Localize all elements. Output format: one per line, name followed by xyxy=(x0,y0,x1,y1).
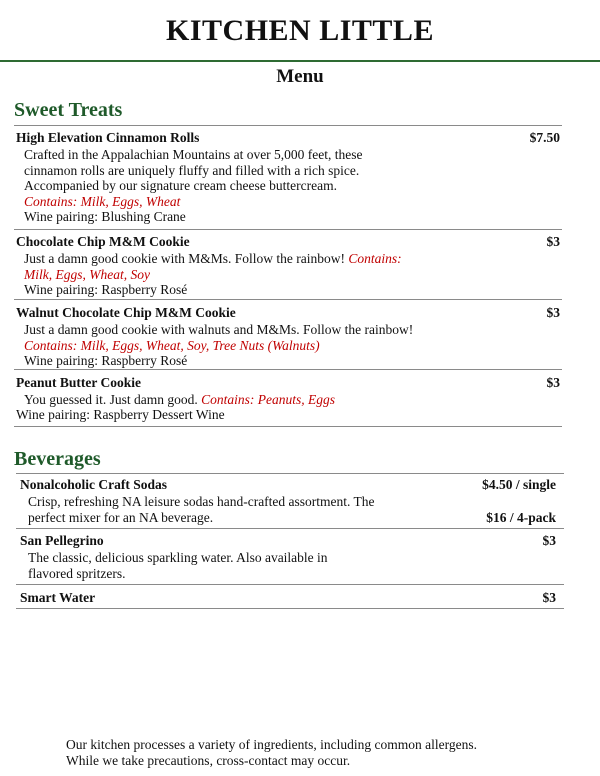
section-divider xyxy=(16,473,564,474)
menu-item-name: Chocolate Chip M&M Cookie xyxy=(16,234,190,249)
allergen-note: Contains: Peanuts, Eggs xyxy=(201,392,336,407)
menu-item-price: $3 xyxy=(546,375,560,390)
menu-item-name: Walnut Chocolate Chip M&M Cookie xyxy=(16,305,236,320)
menu-item-price: $3 xyxy=(546,305,560,320)
wine-pairing: Wine pairing: Blushing Crane xyxy=(24,209,186,224)
title-divider xyxy=(0,60,600,62)
allergen-note: Milk, Eggs, Wheat, Soy xyxy=(24,266,150,282)
menu-item-description: Just a damn good cookie with M&Ms. Follow the rainbow! Contains: Milk, Eggs, Wheat, Soy Wine pairing: Raspberry Rosé xyxy=(24,251,402,297)
wine-pairing: Wine pairing: Raspberry Rosé xyxy=(24,353,188,368)
item-divider xyxy=(14,229,562,230)
item-divider xyxy=(14,426,562,427)
allergen-note: Contains: Milk, Eggs, Wheat xyxy=(24,193,181,209)
section-divider xyxy=(14,125,562,126)
wine-pairing: Wine pairing: Raspberry Dessert Wine xyxy=(16,407,225,422)
section-heading-beverages: Beverages xyxy=(14,448,101,470)
item-divider xyxy=(16,608,564,609)
page-title: KITCHEN LITTLE xyxy=(166,14,434,47)
menu-item-price: $3 xyxy=(542,533,556,548)
menu-item-description: The classic, delicious sparkling water. Also available in flavored spritzers. xyxy=(28,550,328,581)
menu-item-price: $3 xyxy=(546,234,560,249)
allergen-disclaimer: Our kitchen processes a variety of ingredients, including common allergens. While we take precautions, cross-contact may occur. xyxy=(66,737,478,768)
item-divider xyxy=(16,528,564,529)
menu-item-price: $3 xyxy=(542,590,556,605)
wine-pairing: Wine pairing: Raspberry Rosé xyxy=(24,282,188,297)
allergen-note: Contains: xyxy=(348,251,402,266)
menu-item-price: $7.50 xyxy=(529,130,560,145)
menu-item-description: Crisp, refreshing NA leisure sodas hand-crafted assortment. The perfect mixer for an NA beverage. xyxy=(28,494,375,525)
allergen-note: Contains: Milk, Eggs, Wheat, Soy, Tree Nuts (Walnuts) xyxy=(24,337,320,353)
menu-item-description: You guessed it. Just damn good. Contains: Peanuts, Eggs xyxy=(24,392,336,407)
item-divider xyxy=(16,584,564,585)
menu-item-description: Crafted in the Appalachian Mountains at over 5,000 feet, these cinnamon rolls are uniquely fluffy and filled with a rich spice. Accompanied by our signature cream cheese buttercream. Contains: Milk, Eggs, Wheat Wine pairing: Blushing Crane xyxy=(24,147,363,224)
menu-item-description: Just a damn good cookie with walnuts and M&Ms. Follow the rainbow! Contains: Milk, Eggs, Wheat, Soy, Tree Nuts (Walnuts) Wine pairing: Raspberry Rosé xyxy=(24,322,414,368)
item-divider xyxy=(14,369,562,370)
menu-item-price-4-pack: $16 / 4-pack xyxy=(486,510,556,525)
menu-item-price: $4.50 / single xyxy=(482,477,556,492)
menu-subtitle: Menu xyxy=(276,66,324,87)
menu-item-name: Nonalcoholic Craft Sodas xyxy=(20,477,168,492)
item-divider xyxy=(14,299,562,300)
menu-item-name: San Pellegrino xyxy=(20,533,104,548)
section-heading-sweet-treats: Sweet Treats xyxy=(14,99,123,121)
menu-item-name: High Elevation Cinnamon Rolls xyxy=(16,130,200,145)
menu-item-name: Smart Water xyxy=(20,590,96,605)
menu-item-name: Peanut Butter Cookie xyxy=(16,375,141,390)
